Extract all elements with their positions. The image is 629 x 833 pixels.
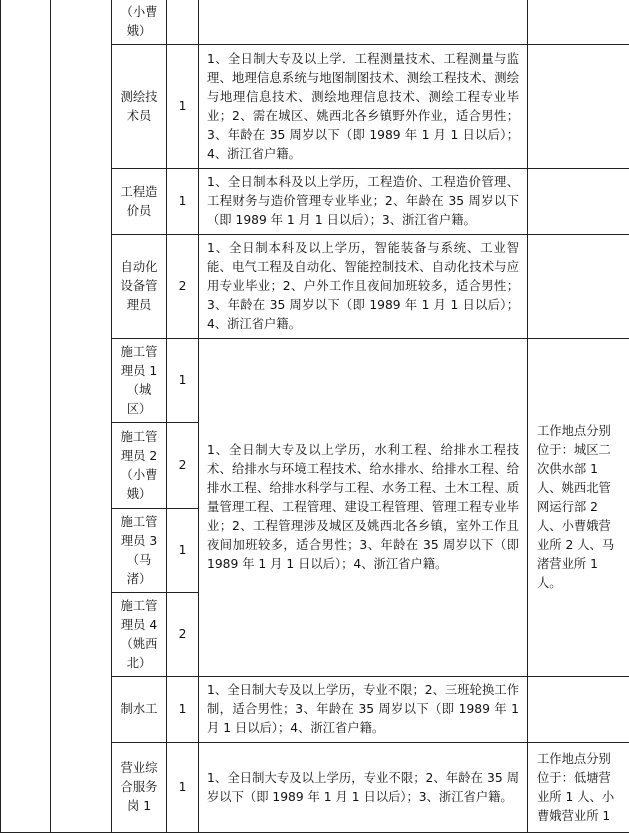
left-margin-cell (1, 0, 51, 833)
construction-note-cell: 工作地点分别位于：城区二次供水部 1 人、姚西北管网运行部 2 人、小曹娥营业所 2 人、马渚营业所 1 人。 (528, 339, 629, 677)
note-cell: 工作地点分别位于：低塘营业所 1 人、小曹娥营业所 1 (528, 743, 629, 833)
position-cell: 施工管理员 4（姚西北） (112, 593, 167, 677)
note-cell (528, 45, 629, 169)
count-cell: 1 (167, 677, 199, 743)
requirement-cell: 1、全日制大专及以上学．工程测量技术、工程测量与监理、地理信息系统与地图制图技术、测绘工程技术、测绘与地理信息技术、测绘地理信息技术、测绘工程专业毕业；2、需在城区、姚西北各乡镇野外作业，适合男性；3、年龄在 35 周岁以下（即 1989 年 1 月 1 日以后）；4、浙江省户籍。 (199, 45, 528, 169)
count-cell: 1 (167, 743, 199, 833)
count-cell: 1 (167, 169, 199, 235)
count-cell: 2 (167, 593, 199, 677)
position-cell: 测绘技术员 (112, 45, 167, 169)
count-cell: 1 (167, 339, 199, 423)
requirement-cell (199, 0, 528, 45)
note-cell (528, 169, 629, 235)
requirement-cell: 1、全日制本科及以上学历，工程造价、工程造价管理、工程财务与造价管理专业毕业；2、年龄在 35 周岁以下（即 1989 年 1 月 1 日以后）；3、浙江省户籍。 (199, 169, 528, 235)
position-cell: 工程造价员 (112, 169, 167, 235)
note-cell (528, 235, 629, 339)
requirement-cell: 1、全日制大专及以上学历，专业不限；2、三班轮换工作制，适合男性；3、年龄在 35 周岁以下（即 1989 年 1 月 1 日以后）；4、浙江省户籍。 (199, 677, 528, 743)
requirement-cell: 1、全日制本科及以上学历，智能装备与系统、工业智能、电气工程及自动化、智能控制技术、自动化技术与应用专业毕业；2、户外工作且夜间加班较多，适合男性；3、年龄在 35 周岁以下（即 1989 年 1 月 1 日以后）；4、浙江省户籍。 (199, 235, 528, 339)
position-cell: 施工管理员 2（小曹娥） (112, 423, 167, 509)
note-cell (528, 677, 629, 743)
count-cell: 2 (167, 423, 199, 509)
position-cell: 施工管理员 1（城区） (112, 339, 167, 423)
requirement-cell: 1、全日制大专及以上学历，专业不限；2、年龄在 35 周岁以下（即 1989 年 1 月 1 日以后）；3、浙江省户籍。 (199, 743, 528, 833)
position-cell: 制水工 (112, 677, 167, 743)
position-cell: 自动化设备管理员 (112, 235, 167, 339)
table-row (1, 0, 629, 45)
position-cell: 营业综合服务岗 1 (112, 743, 167, 833)
position-cell: 施工管理员 3（马渚） (112, 509, 167, 593)
position-cell: （小曹娥） (112, 0, 167, 45)
count-cell (167, 0, 199, 45)
category-cell (51, 0, 112, 833)
count-cell: 1 (167, 45, 199, 169)
count-cell: 2 (167, 235, 199, 339)
construction-requirement-cell: 1、全日制大专及以上学历，水利工程、给排水工程技术、给排水与环境工程技术、给水排水、给排水工程、给排水工程、给排水科学与工程、水务工程、土木工程、质量管理工程、工程管理、建设工程管理、管理工程专业毕业；2、工程管理涉及城区及姚西北各乡镇，室外工作且夜间加班较多，适合男性；3、年龄在 35 周岁以下（即 1989 年 1 月 1 日以后）；4、浙江省户籍。 (199, 339, 528, 677)
note-cell (528, 0, 629, 45)
count-cell: 1 (167, 509, 199, 593)
